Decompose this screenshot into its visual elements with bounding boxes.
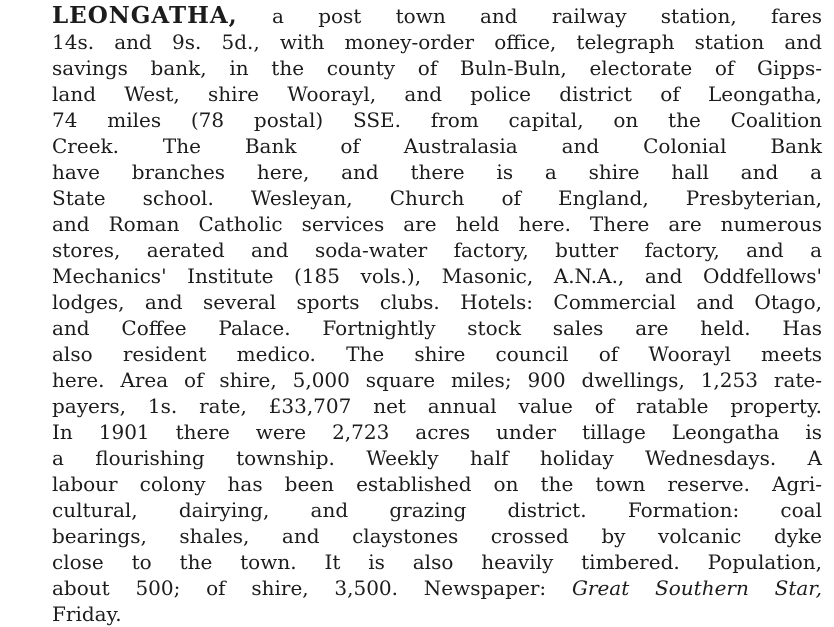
newspaper-title: Great Southern Star, <box>571 576 823 600</box>
entry-line: land West, shire Woorayl, and police district of Leongatha, <box>52 82 822 106</box>
entry-line: 74 miles (78 postal) SSE. from capital, on the Coalition <box>52 108 822 132</box>
entry-line: Mechanics' Institute (185 vols.), Masonic, A.N.A., and Oddfellows' <box>52 264 822 288</box>
entry-line: also resident medico. The shire council of Woorayl meets <box>52 342 822 366</box>
entry-line: lodges, and several sports clubs. Hotels: Commercial and Otago, <box>52 290 822 314</box>
entry-line: In 1901 there were 2,723 acres under tillage Leongatha is <box>52 420 822 444</box>
entry-line: bearings, shales, and claystones crossed by volcanic dyke <box>52 524 822 548</box>
entry-text: about 500; of shire, 3,500. Newspaper: <box>52 576 572 600</box>
entry-line: and Roman Catholic services are held here. There are numerous <box>52 212 822 236</box>
entry-line: and Coffee Palace. Fortnightly stock sales are held. Has <box>52 316 822 340</box>
entry-line-final: Friday. <box>52 602 122 626</box>
entry-line: 14s. and 9s. 5d., with money-order office, telegraph station and <box>52 30 822 54</box>
entry-line: a flourishing township. Weekly half holiday Wednesdays. A <box>52 446 822 470</box>
entry-line-1 <box>52 3 822 29</box>
entry-headword: LEONGATHA, <box>52 2 238 29</box>
entry-line: here. Area of shire, 5,000 square miles; 900 dwellings, 1,253 rate- <box>52 368 822 392</box>
gazetteer-entry <box>52 3 822 627</box>
entry-line: payers, 1s. rate, £33,707 net annual value of ratable property. <box>52 394 822 418</box>
entry-line: stores, aerated and soda-water factory, butter factory, and a <box>52 238 822 262</box>
entry-line: State school. Wesleyan, Church of England, Presbyterian, <box>52 186 822 210</box>
entry-line: have branches here, and there is a shire hall and a <box>52 160 822 184</box>
entry-line-newspaper <box>52 575 822 601</box>
entry-text: a post town and railway station, fares <box>237 4 822 28</box>
entry-line: Creek. The Bank of Australasia and Colonial Bank <box>52 134 822 158</box>
entry-line: savings bank, in the county of Buln-Buln, electorate of Gipps- <box>52 56 822 80</box>
entry-line: labour colony has been established on the town reserve. Agri- <box>52 472 822 496</box>
entry-line: cultural, dairying, and grazing district. Formation: coal <box>52 498 822 522</box>
entry-line: close to the town. It is also heavily timbered. Population, <box>52 550 822 574</box>
